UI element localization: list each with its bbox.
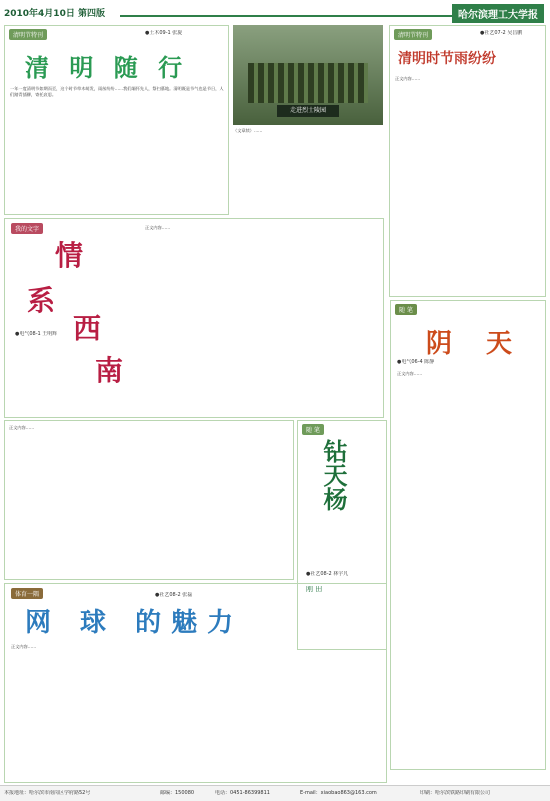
header-rule [120,15,480,17]
photo-memorial [233,25,383,125]
footer-address: 本报地址：哈尔滨市南岗区学府路52号 [4,790,91,796]
paper-name: 哈尔滨理工大学报 [452,4,544,23]
article-title: 钻天杨 [319,439,348,511]
article-qingming-suixing [4,25,229,215]
footer-phone: 电话：0451-86399811 [215,790,270,796]
author: 刚 田 [306,586,323,592]
section-tag: 随 笔 [302,424,324,435]
article-body: 正文内容…… [145,225,171,230]
article-title: 网 球 的魅力 [25,608,244,638]
article-rain [389,25,546,297]
section-tag: 体育一隅 [11,588,43,599]
article-continuation: （文章续）…… [233,128,263,133]
article-body: 正文内容…… [395,76,421,81]
article-tennis [4,583,387,783]
issue-date: 2010年4月10日 第四版 [4,9,105,19]
footer-email: E-mail：xiaobao863@163.com [300,790,377,796]
crowd-shape [248,63,368,103]
title-tian: 天 [486,329,513,359]
article-body: 正文内容…… [9,425,35,430]
section-tag: 我的文字 [11,223,43,234]
title-yin: 阴 [426,329,453,359]
article-southwest [4,218,384,418]
section-tag: 清明节特刊 [9,29,47,40]
byline: ●社艺08-2 张磊 [155,592,193,598]
byline: ●社艺07-2 吴昌鹏 [480,30,523,36]
title-xi2: 西 [73,312,102,345]
byline: ●电气06-4 陈静 [397,359,435,365]
article-body: 正文内容…… [11,644,37,649]
article-yintian [390,300,546,770]
section-tag: 清明节特刊 [394,29,432,40]
footer [0,785,550,801]
article-left-middle [4,420,294,580]
article-body: 一年一度清明节如期而至，这个时节草木萌发，雨丝纷纷……我们缅怀先人，祭扫墓地。清明既是节气也是节日，人们踏青插柳，寄托哀思。 [10,86,224,97]
footer-printer: 印刷：哈尔滨铁路印刷有限公司 [420,790,491,796]
masthead-bar [0,0,550,22]
section-tag: 随 笔 [395,304,417,315]
article-title: 清明时节雨纷纷 [398,51,496,67]
byline: ●电气08-1 王明辉 [15,331,58,337]
footer-postcode: 邮编：150080 [160,790,195,796]
title-xi: 系 [27,284,56,317]
title-qing: 情 [55,239,84,272]
article-title: 清 明 随 行 [25,53,189,82]
article-body: 正文内容…… [397,371,423,376]
title-nan: 南 [95,354,124,387]
byline: ●社艺08-2 林宇凡 [306,571,349,577]
byline: ●土木09-1 张旋 [145,30,183,36]
photo-caption: 走进烈士陵园 [277,105,339,117]
